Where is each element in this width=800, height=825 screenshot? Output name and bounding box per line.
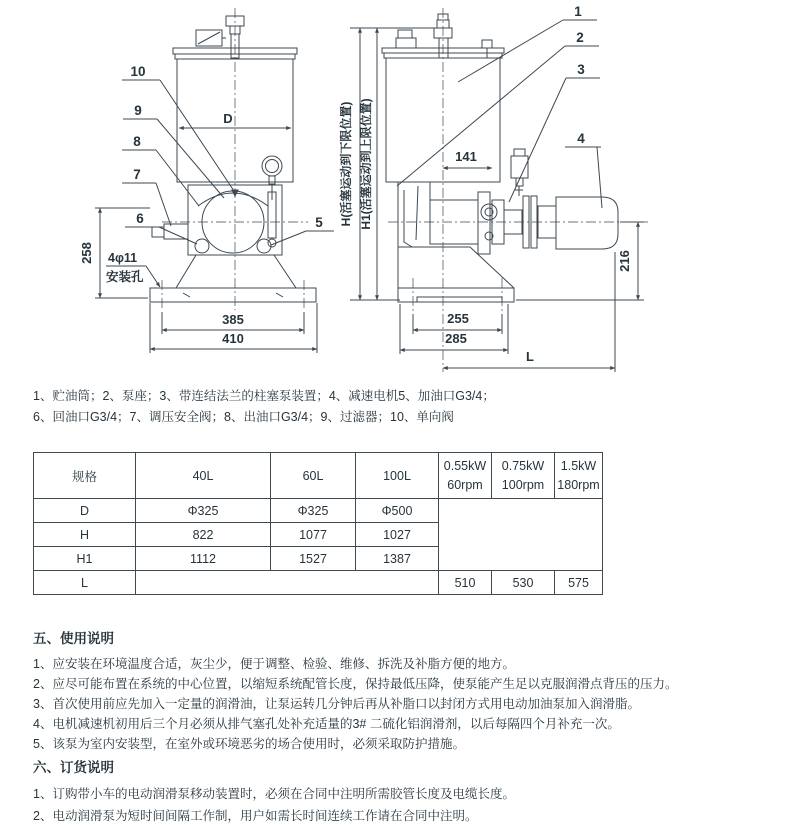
gear-motor xyxy=(556,197,618,249)
row-h1-100l: 1387 xyxy=(356,547,439,571)
spec-col-motor3 xyxy=(555,453,603,499)
callout-1: 1 xyxy=(574,4,582,19)
callout-5: 5 xyxy=(315,215,323,230)
row-l-motor2: 530 xyxy=(492,571,555,595)
usage-item-4: 4、电机减速机初用后三个月必须从排气塞孔处补充适量的3# 二硫化铝润滑剂，以后每隔四个月补充一次。 xyxy=(33,717,620,731)
spec-header-row xyxy=(34,453,603,499)
usage-section xyxy=(33,627,677,754)
spec-col-40l: 40L xyxy=(136,453,271,499)
spec-col-motor1 xyxy=(439,453,492,499)
spec-col-60l: 60L xyxy=(271,453,356,499)
row-h-40l: 822 xyxy=(136,523,271,547)
dim-385-label: 385 xyxy=(222,312,244,327)
dim-l-label: L xyxy=(526,349,534,364)
dim-285-label: 285 xyxy=(445,331,467,346)
row-h1-label: H1 xyxy=(34,547,136,571)
order-item-1: 1、订购带小车的电动润滑泵移动装置时，必须在合同中注明所需胶管长度及电缆长度。 xyxy=(33,787,515,801)
motor3-rpm: 180rpm xyxy=(557,477,600,492)
spec-corner-cell: 规格 xyxy=(34,453,136,499)
front-view xyxy=(79,8,334,353)
usage-item-5: 5、该泵为室内安装型，在室外或环境恶劣的场合使用时，必须采取防护措施。 xyxy=(33,737,465,751)
dim-255-label: 255 xyxy=(447,311,469,326)
motor2-rpm: 100rpm xyxy=(501,477,545,492)
mount-note-line1: 4φ11 xyxy=(108,251,138,265)
row-d-60l: Φ325 xyxy=(271,499,356,523)
parts-legend-line1: 1、贮油筒；2、泵座；3、带连结法兰的柱塞泵装置；4、减速电机5、加油口G3/4； xyxy=(33,389,495,403)
dim-h-h1 xyxy=(338,28,448,300)
spec-merged-empty-cell xyxy=(439,499,603,571)
row-h-label: H xyxy=(34,523,136,547)
parts-legend-line2: 6、回油口G3/4；7、调压安全阀；8、出油口G3/4；9、过滤器；10、单向阀 xyxy=(33,410,454,424)
dim-216-label: 216 xyxy=(617,250,632,272)
callout-8: 8 xyxy=(133,134,141,149)
usage-title: 五、使用说明 xyxy=(33,631,114,646)
motor3-power: 1.5kW xyxy=(560,458,597,473)
pump-and-motor xyxy=(430,192,618,254)
spec-col-100l: 100L xyxy=(356,453,439,499)
spec-table xyxy=(33,452,603,595)
usage-item-1: 1、应安装在环境温度合适，灰尘少，便于调整、检验、维修、拆洗及补脂方便的地方。 xyxy=(33,657,515,671)
callout-7: 7 xyxy=(133,167,141,182)
row-h1-60l: 1527 xyxy=(271,547,356,571)
dim-258-label: 258 xyxy=(79,242,94,264)
dim-h-label: H(活塞运动到下限位置) xyxy=(339,101,353,227)
callout-10: 10 xyxy=(130,64,146,79)
spec-row-l xyxy=(34,571,603,595)
motor1-rpm: 60rpm xyxy=(447,477,483,492)
callout-9: 9 xyxy=(134,103,142,118)
callout-3: 3 xyxy=(577,62,585,77)
motor1-power: 0.55kW xyxy=(443,458,487,473)
row-l-motor3: 575 xyxy=(555,571,603,595)
dim-h1-label: H1(活塞运动到上限位置) xyxy=(359,98,373,230)
row-h1-40l: 1112 xyxy=(136,547,271,571)
usage-item-2: 2、应尽可能布置在系统的中心位置，以缩短系统配管长度，保持最低压降，使泵能产生足以克服润滑点背压的压力。 xyxy=(33,677,678,691)
technical-drawing xyxy=(0,0,800,382)
callout-2: 2 xyxy=(576,30,584,45)
row-l-motor1: 510 xyxy=(439,571,492,595)
order-section xyxy=(33,756,515,825)
spec-row-d xyxy=(34,499,603,523)
front-callouts xyxy=(122,64,334,245)
mount-note-line2: 安装孔 xyxy=(106,270,144,284)
mount-hole-note xyxy=(106,251,160,287)
pressure-gauge xyxy=(262,156,282,200)
front-pedestal xyxy=(150,255,316,302)
order-item-2: 2、电动润滑泵为短时间间隔工作制，用户如需长时间连续工作请在合同中注明。 xyxy=(33,809,478,823)
motor2-power: 0.75kW xyxy=(501,458,545,473)
dim-410-label: 410 xyxy=(222,331,244,346)
usage-item-3: 3、首次使用前应先加入一定量的润滑油，让泵运转几分钟后再从补脂口以封闭方式用电动加油泵加入润滑脂。 xyxy=(33,697,640,711)
row-h-60l: 1077 xyxy=(271,523,356,547)
callout-4: 4 xyxy=(577,131,585,146)
row-d-40l: Φ325 xyxy=(136,499,271,523)
parts-legend xyxy=(33,386,495,428)
dim-d-label: D xyxy=(223,111,233,126)
spec-col-motor2 xyxy=(492,453,555,499)
side-view xyxy=(338,4,648,372)
row-d-label: D xyxy=(34,499,136,523)
row-h-100l: 1027 xyxy=(356,523,439,547)
callout-6: 6 xyxy=(136,211,144,226)
row-l-label: L xyxy=(34,571,136,595)
row-l-empty xyxy=(136,571,439,595)
dim-141 xyxy=(443,149,492,168)
dim-141-label: 141 xyxy=(455,149,477,164)
row-d-100l: Φ500 xyxy=(356,499,439,523)
dim-216 xyxy=(516,222,644,300)
order-title: 六、订货说明 xyxy=(33,760,114,775)
safety-valve xyxy=(511,149,528,196)
dim-410 xyxy=(150,303,317,353)
front-pump-base xyxy=(152,185,282,255)
